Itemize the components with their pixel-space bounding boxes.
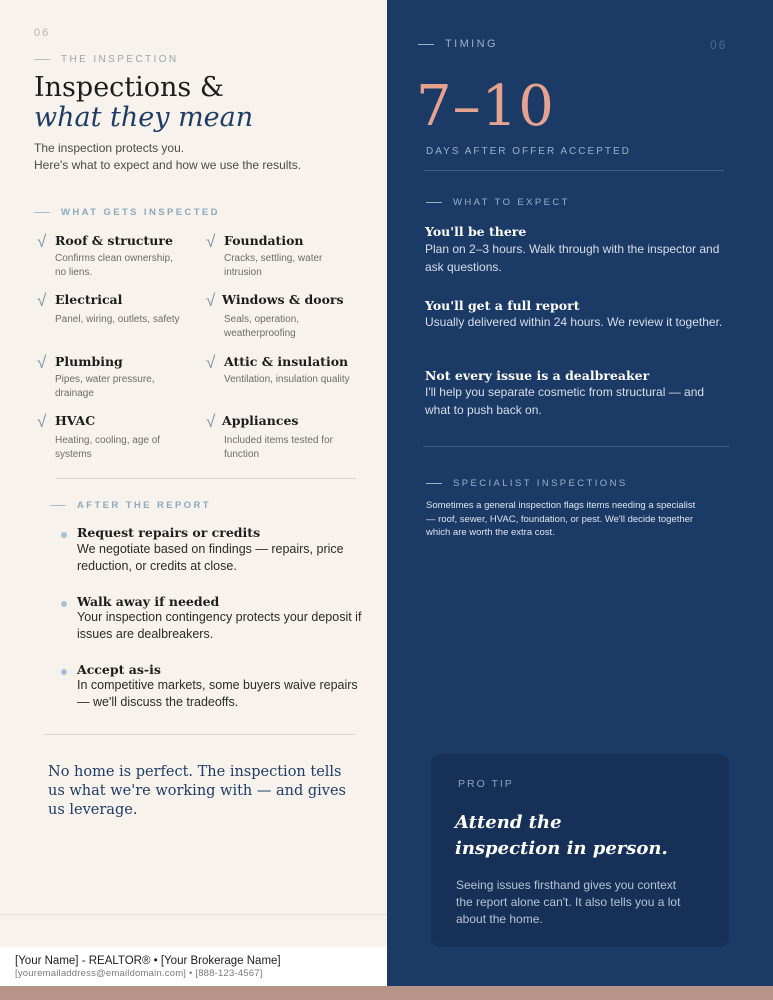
expect-desc-report: Usually delivered within 24 hours. We review it together. <box>425 315 723 329</box>
item-title-plumbing: Plumbing <box>55 354 123 369</box>
bullet-dot <box>61 669 67 675</box>
timing-caption: DAYS AFTER OFFER ACCEPTED <box>426 146 631 157</box>
page-title-line1: Inspections & <box>34 72 224 103</box>
item-title-attic: Attic & insulation <box>224 354 349 369</box>
expect-title-attend: You'll be there <box>425 224 527 239</box>
section-divider <box>56 478 356 479</box>
after-desc-as-is: In competitive markets, some buyers waive repairs — we'll discuss the tradeoffs. <box>77 678 358 709</box>
pro-tip-title <box>455 810 705 862</box>
item-desc-plumbing: Pipes, water pressure, drainage <box>55 374 155 399</box>
item-desc-hvac: Heating, cooling, age of systems <box>55 435 161 460</box>
inspected-eyebrow <box>34 207 220 218</box>
timing-eyebrow-text: TIMING <box>445 38 498 50</box>
expect-title-report: You'll get a full report <box>425 298 580 313</box>
eyebrow-dash <box>34 59 50 60</box>
item-desc-foundation: Cracks, settling, water intrusion <box>224 253 323 278</box>
pro-tip-description: Seeing issues firsthand gives you context the report alone can't. It also tells you a lot about the home. <box>456 878 681 926</box>
item-title-foundation: Foundation <box>224 233 304 248</box>
check-icon: √ <box>37 291 47 310</box>
section-divider <box>44 734 355 735</box>
eyebrow-dash <box>418 44 434 45</box>
bullet-dot <box>61 601 67 607</box>
eyebrow-dash <box>50 505 66 506</box>
item-desc-roof: Confirms clean ownership, no liens. <box>55 253 173 278</box>
check-icon: √ <box>206 412 216 431</box>
subtitle-line2: Here's what to expect and how we use the results. <box>34 158 302 172</box>
bottom-band <box>0 986 773 1000</box>
after-eyebrow <box>50 500 211 511</box>
after-title-walk-away: Walk away if needed <box>77 594 220 609</box>
closing-quote: No home is perfect. The inspection tells us what we're working with — and gives us leverage. <box>48 764 346 818</box>
check-icon: √ <box>206 232 216 251</box>
expect-desc-dealbreaker: I'll help you separate cosmetic from structural — and what to push back on. <box>425 385 705 417</box>
item-title-hvac: HVAC <box>55 413 96 428</box>
check-icon: √ <box>37 232 47 251</box>
page-subtitle <box>34 140 354 174</box>
check-icon: √ <box>37 353 47 372</box>
timing-range: 7–10 <box>416 74 555 139</box>
footer-contact-line: [youremailaddress@emaildomain.com] • [888-123-4567] <box>15 968 263 979</box>
expect-divider <box>423 446 730 447</box>
check-icon: √ <box>37 412 47 431</box>
timing-divider <box>424 170 724 171</box>
footer-divider <box>0 914 387 915</box>
expect-eyebrow <box>426 197 570 208</box>
expect-eyebrow-text: WHAT TO EXPECT <box>453 197 570 208</box>
pro-tip-title-line2: inspection in person. <box>455 838 668 859</box>
bullet-dot <box>61 532 67 538</box>
expect-desc-attend: Plan on 2–3 hours. Walk through with the inspector and ask questions. <box>425 242 720 274</box>
specialist-eyebrow-text: SPECIALIST INSPECTIONS <box>453 478 628 489</box>
item-title-electrical: Electrical <box>55 292 123 307</box>
item-desc-electrical: Panel, wiring, outlets, safety <box>55 314 180 325</box>
timing-eyebrow <box>418 38 498 50</box>
item-title-appliances: Appliances <box>222 413 299 428</box>
item-desc-appliances: Included items tested for function <box>224 435 333 460</box>
eyebrow-dash <box>34 212 50 213</box>
inspection-eyebrow-text: THE INSPECTION <box>61 54 179 65</box>
pro-tip-label: PRO TIP <box>458 778 514 790</box>
specialist-eyebrow <box>426 478 628 489</box>
after-eyebrow-text: AFTER THE REPORT <box>77 500 211 511</box>
page-title-line2: what they mean <box>34 102 254 133</box>
inspection-eyebrow <box>34 54 179 65</box>
check-icon: √ <box>206 291 216 310</box>
check-icon: √ <box>206 353 216 372</box>
after-desc-walk-away: Your inspection contingency protects your deposit if issues are dealbreakers. <box>77 610 362 641</box>
pro-tip-title-line1: Attend the <box>455 812 562 833</box>
after-desc-repairs: We negotiate based on findings — repairs, price reduction, or credits at close. <box>77 542 344 573</box>
item-desc-attic: Ventilation, insulation quality <box>224 374 350 385</box>
subtitle-line1: The inspection protects you. <box>34 141 185 155</box>
after-title-repairs: Request repairs or credits <box>77 525 261 540</box>
item-desc-windows: Seals, operation, weatherproofing <box>224 314 300 339</box>
inspected-eyebrow-text: WHAT GETS INSPECTED <box>61 207 220 218</box>
eyebrow-dash <box>426 483 442 484</box>
after-title-as-is: Accept as-is <box>77 662 161 677</box>
specialist-text: Sometimes a general inspection flags items needing a specialist — roof, sewer, HVAC, foundation, or pest. We'll decide together which are worth the extra cost. <box>426 500 696 538</box>
expect-title-dealbreaker: Not every issue is a dealbreaker <box>425 368 650 383</box>
item-title-windows: Windows & doors <box>222 292 344 307</box>
page-number-left: 06 <box>34 27 51 39</box>
item-title-roof: Roof & structure <box>55 233 173 248</box>
eyebrow-dash <box>426 202 442 203</box>
page-number-right: 06 <box>710 38 728 52</box>
footer-agent-line: [Your Name] - REALTOR® • [Your Brokerage Name] <box>15 955 281 967</box>
